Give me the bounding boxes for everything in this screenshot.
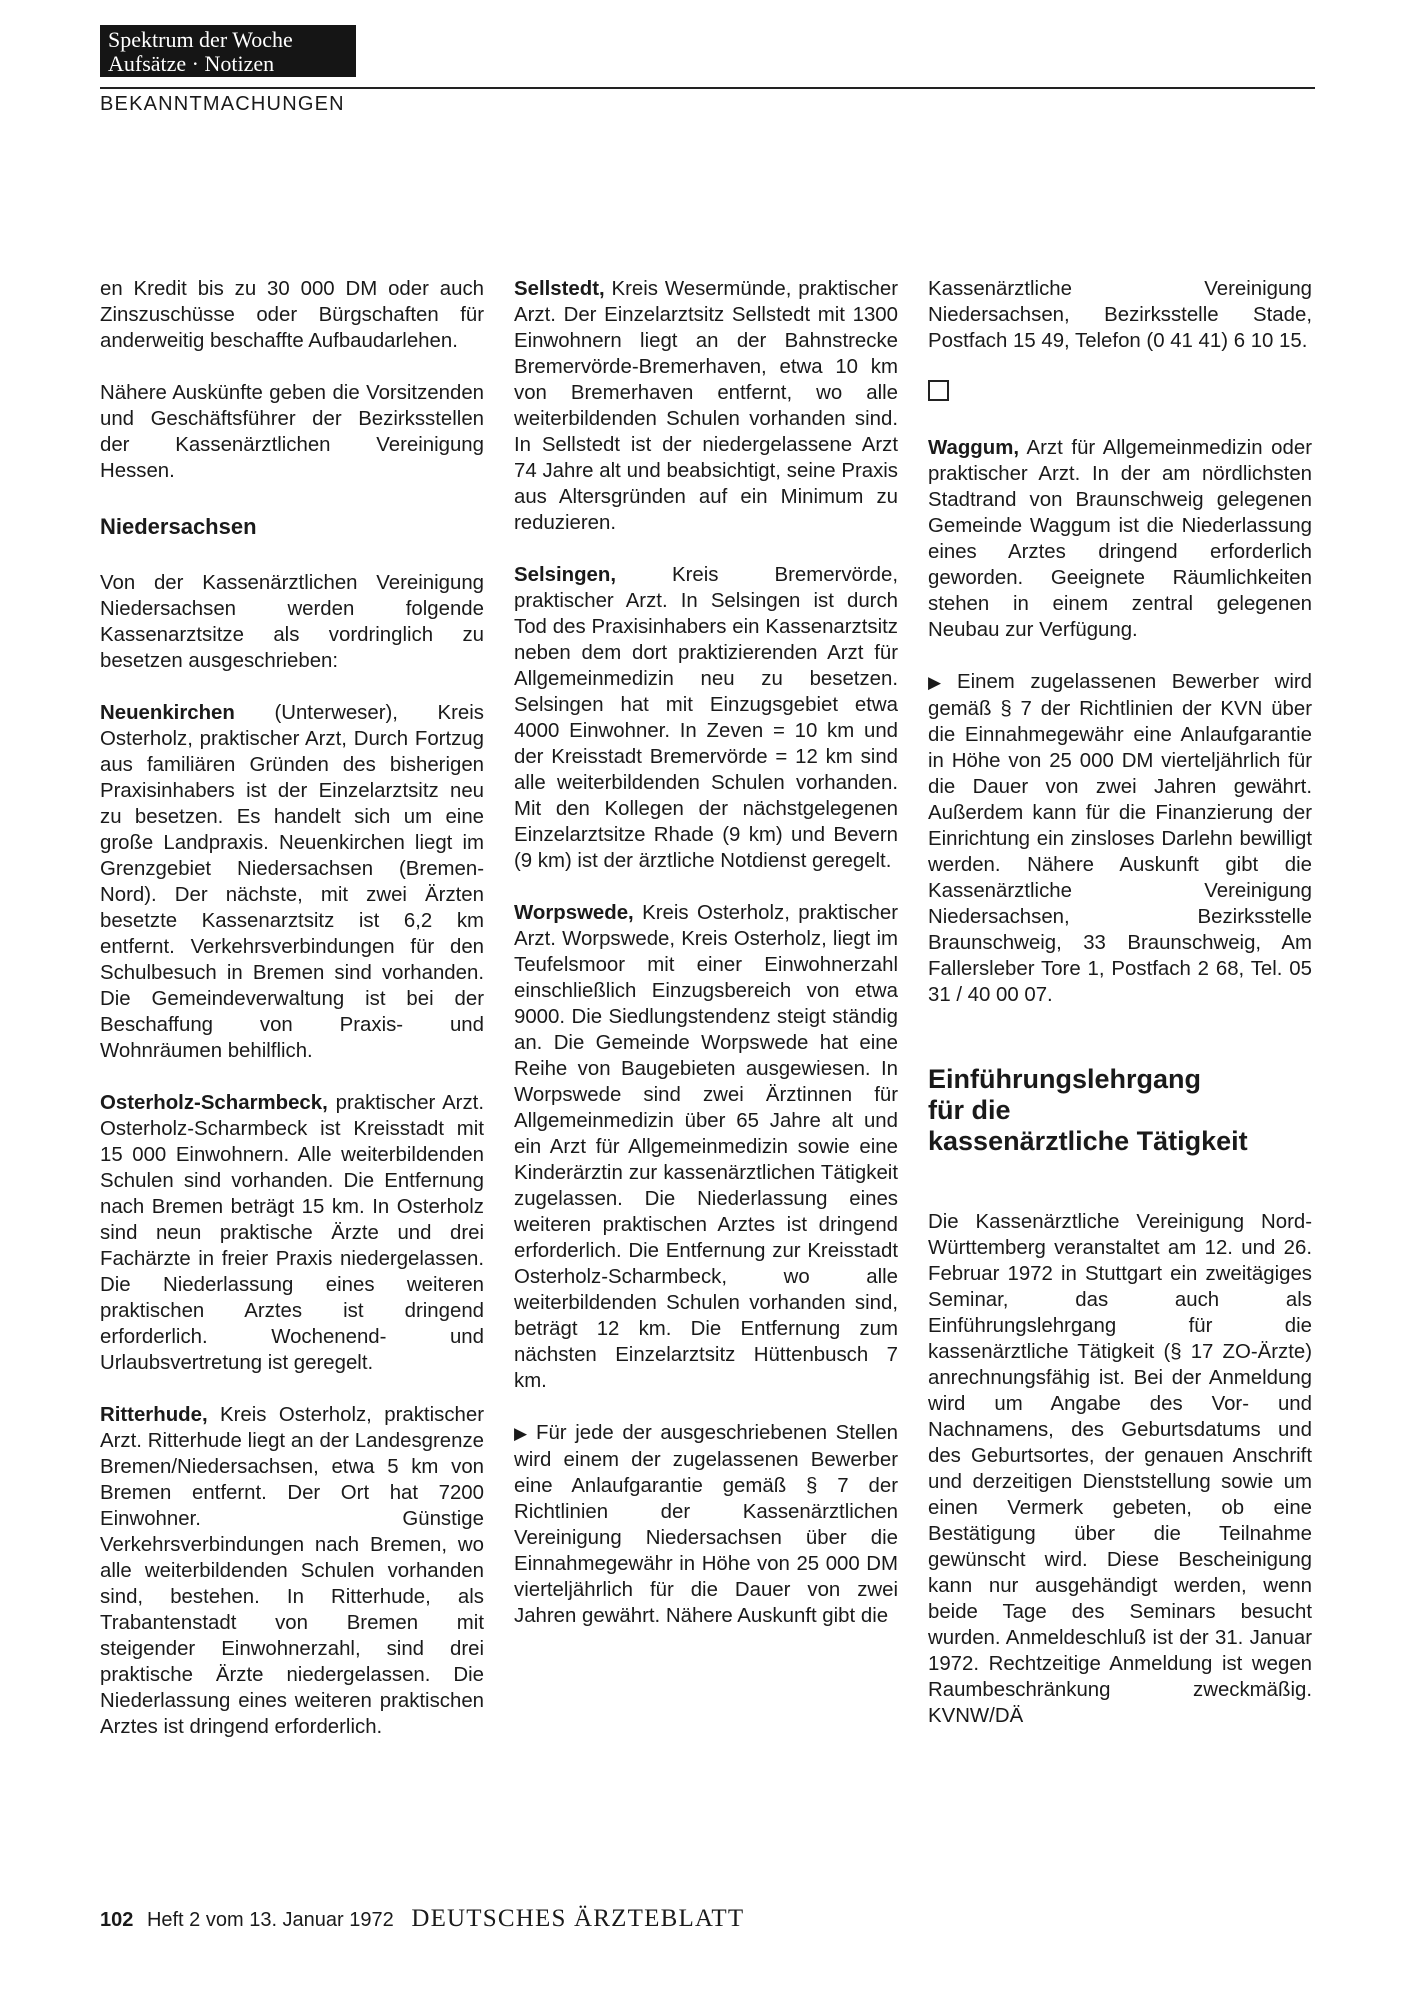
masthead-line-1: Spektrum der Woche bbox=[108, 27, 293, 52]
entry-selsingen bbox=[514, 562, 898, 874]
entry-text: Arzt für Allgemeinmedizin oder praktischer Arzt. In der am nördlichsten Stadtrand von Braunschweig gelegenen Gemeinde Waggum ist die Niederlassung eines Arztes dringend erforderlich geworden. Geeignete Räumlichkeiten stehen in einem zentral gelegenen Neubau zur Verfügung. bbox=[928, 437, 1312, 641]
paragraph-credit: en Kredit bis zu 30 000 DM oder auch Zinszuschüsse oder Bürgschaften für anderweitig beschaffte Aufbaudarlehen. bbox=[100, 278, 484, 352]
square-outline-icon bbox=[928, 380, 949, 401]
entry-text: Kreis Bremervörde, praktischer Arzt. In Selsingen ist durch Tod des Praxisinhabers ein Kassenarztsitz neben dem dort praktizierenden Arzt für Allgemeinmedizin neu zu besetzen. Selsingen hat mit Einzugsgebiet etwa 4000 Einwohner. In Zeven = 10 km und der Kreisstadt Bremervörde = 12 km sind alle weiterbildenden Schulen vorhanden. Mit den Kollegen der nächstgelegenen Einzelarztsitze Rhade (9 km) und Bevern (9 km) ist der ärztliche Notdienst geregelt. bbox=[514, 564, 898, 872]
header-rule bbox=[100, 87, 1315, 89]
paragraph-seminar: Die Kassenärztliche Vereinigung Nord-Württemberg veranstaltet am 12. und 26. Februar 1972 in Stuttgart ein zweitägiges Seminar, das auch als Einführungslehrgang für die kassenärztliche Tätigkeit (§ 17 ZO-Ärzte) anrechnungsfähig ist. Bei der Anmeldung wird um Angabe des Vor- und Nachnamens, des Geburtsdatums und des Geburtsortes, der genauen Anschrift und derzeitigen Dienststellung sowie um einen Vermerk gebeten, ob eine Bestätigung über die Teilnahme gewünscht wird. Diese Bescheinigung kann nur ausgehändigt werden, wenn beide Tage des Seminars besucht wurden. Anmeldeschluß ist der 31. Januar 1972. Rechtzeitige Anmeldung ist wegen Raumbeschränkung zweckmäßig. KVNW/DÄ bbox=[928, 1211, 1312, 1727]
entry-sellstedt bbox=[514, 276, 898, 536]
heading-line: kassenärztliche Tätigkeit bbox=[928, 1126, 1248, 1156]
journal-name: DEUTSCHES ÄRZTEBLATT bbox=[411, 1905, 745, 1932]
column-3 bbox=[928, 276, 1312, 1729]
masthead-line-2: Aufsätze · Notizen bbox=[108, 51, 275, 76]
entry-osterholz-scharmbeck bbox=[100, 1090, 484, 1376]
entry-title: Osterholz-Scharmbeck, bbox=[100, 1092, 328, 1114]
entry-text: Kreis Osterholz, praktischer Arzt. Worpswede, Kreis Osterholz, liegt im Teufelsmoor mit einer Einwohnerzahl einschließlich Einzugsbereich von etwa 9000. Die Siedlungstendenz steigt ständig an. Die Gemeinde Worpswede hat eine Reihe von Baugebieten ausgewiesen. In Worpswede sind zwei Ärztinnen für Allgemeinmedizin über 65 Jahre alt und ein Arzt für Allgemeinmedizin sowie eine Kinderärztin zur kassenärztlichen Tätigkeit zugelassen. Die Niederlassung eines weiteren praktischen Arztes ist dringend erforderlich. Die Entfernung zur Kreisstadt Osterholz-Scharmbeck, wo alle weiterbildenden Schulen vorhanden sind, beträgt 12 km. Die Entfernung zum nächsten Einzelarztsitz Hüttenbusch 7 km. bbox=[514, 902, 898, 1392]
entry-title: Neuenkirchen bbox=[100, 702, 235, 724]
heading-einfuehrungslehrgang bbox=[928, 1064, 1312, 1157]
paragraph-info-hessen: Nähere Auskünfte geben die Vorsitzenden und Geschäftsführer der Bezirksstellen der Kassenärztlichen Vereinigung Hessen. bbox=[100, 382, 484, 482]
paragraph-contact-stade: Kassenärztliche Vereinigung Niedersachsen, Bezirksstelle Stade, Postfach 15 49, Telefon (0 41 41) 6 10 15. bbox=[928, 278, 1312, 352]
heading-niedersachsen: Niedersachsen bbox=[100, 514, 257, 539]
paragraph-text: Einem zugelassenen Bewerber wird gemäß § 7 der Richtlinien der KVN über die Einnahmegewähr eine Anlaufgarantie in Höhe von 25 000 DM vierteljährlich für die Dauer von zwei Jahren gewährt. Außerdem kann für die Finanzierung der Einrichtung ein zinsloses Darlehn bewilligt werden. Nähere Auskunft gibt die Kassenärztliche Vereinigung Niedersachsen, Bezirksstelle Braunschweig, 33 Braunschweig, Am Fallersleber Tore 1, Postfach 2 68, Tel. 05 31 / 40 00 07. bbox=[928, 671, 1312, 1006]
paragraph-anlaufgarantie-kvn bbox=[928, 669, 1312, 1008]
heading-line: Einführungslehrgang bbox=[928, 1064, 1201, 1094]
entry-worpswede bbox=[514, 900, 898, 1394]
column-2 bbox=[514, 276, 898, 1629]
section-label: BEKANNTMACHUNGEN bbox=[100, 93, 345, 115]
paragraph-anlaufgarantie bbox=[514, 1420, 898, 1629]
column-1 bbox=[100, 276, 484, 1740]
entry-title: Selsingen, bbox=[514, 564, 616, 586]
paragraph-text: Für jede der ausgeschriebenen Stellen wird einem der zugelassenen Bewerber eine Anlaufgarantie gemäß § 7 der Richtlinien der Kassenärztlichen Vereinigung Niedersachsen über die Einnahmegewähr in Höhe von 25 000 DM vierteljährlich für die Dauer von zwei Jahren gewährt. Nähere Auskunft gibt die bbox=[514, 1422, 899, 1627]
play-arrow-icon: ▶ bbox=[514, 1424, 531, 1443]
entry-ritterhude bbox=[100, 1402, 484, 1740]
play-arrow-icon: ▶ bbox=[928, 673, 951, 692]
entry-title: Worpswede, bbox=[514, 902, 634, 924]
entry-title: Ritterhude, bbox=[100, 1404, 208, 1426]
entry-text: Kreis Osterholz, praktischer Arzt. Ritterhude liegt an der Landesgrenze Bremen/Niedersachsen, etwa 5 km von Bremen entfernt. Der Ort hat 7200 Einwohner. Günstige Verkehrsverbindungen nach Bremen, wo alle weiterbildenden Schulen vorhanden sind, bestehen. In Ritterhude, als Trabantenstadt von Bremen mit steigender Einwohnerzahl, sind drei praktische Ärzte niedergelassen. Die Niederlassung eines weiteren praktischen Arztes ist dringend erforderlich. bbox=[100, 1404, 484, 1738]
heading-line: für die bbox=[928, 1095, 1011, 1125]
entry-title: Waggum, bbox=[928, 437, 1019, 459]
entry-neuenkirchen bbox=[100, 700, 484, 1064]
masthead bbox=[100, 25, 356, 77]
page-footer bbox=[100, 1905, 744, 1933]
entry-text: Kreis Wesermünde, praktischer Arzt. Der Einzelarztsitz Sellstedt mit 1300 Einwohnern liegt an der Bahnstrecke Bremervörde-Bremerhaven, etwa 10 km von Bremerhaven entfernt, wo alle weiterbildenden Schulen vorhanden sind. In Sellstedt ist der niedergelassene Arzt 74 Jahre alt und beabsichtigt, seine Praxis aus Altersgründen auf ein Minimum zu reduzieren. bbox=[514, 278, 898, 534]
page-number: 102 bbox=[100, 1909, 134, 1931]
paragraph-intro-niedersachsen: Von der Kassenärztlichen Vereinigung Niedersachsen werden folgende Kassenarztsitze als vordringlich zu besetzen ausgeschrieben: bbox=[100, 572, 484, 672]
entry-text: praktischer Arzt. Osterholz-Scharmbeck ist Kreisstadt mit 15 000 Einwohnern. Alle weiterbildenden Schulen sind vorhanden. Die Entfernung nach Bremen beträgt 15 km. In Osterholz sind neun praktische Ärzte und drei Fachärzte in freier Praxis niedergelassen. Die Niederlassung eines weiteren praktischen Arztes ist dringend erforderlich. Wochenend- und Urlaubsvertretung ist geregelt. bbox=[100, 1092, 484, 1374]
entry-title: Sellstedt, bbox=[514, 278, 605, 300]
entry-waggum bbox=[928, 435, 1312, 643]
issue-info: Heft 2 vom 13. Januar 1972 bbox=[146, 1909, 394, 1931]
entry-text: (Unterweser), Kreis Osterholz, praktischer Arzt, Durch Fortzug aus familiären Gründen des bisherigen Praxisinhabers ist der Einzelarztsitz neu zu besetzen. Es handelt sich um eine große Landpraxis. Neuenkirchen liegt im Grenzgebiet Niedersachsen (Bremen-Nord). Der nächste, mit zwei Ärzten besetzte Kassenarztsitz ist 6,2 km entfernt. Verkehrsverbindungen für den Schulbesuch in Bremen sind vorhanden. Die Gemeindeverwaltung ist bei der Beschaffung von Praxis- und Wohnräumen behilflich. bbox=[100, 702, 484, 1062]
